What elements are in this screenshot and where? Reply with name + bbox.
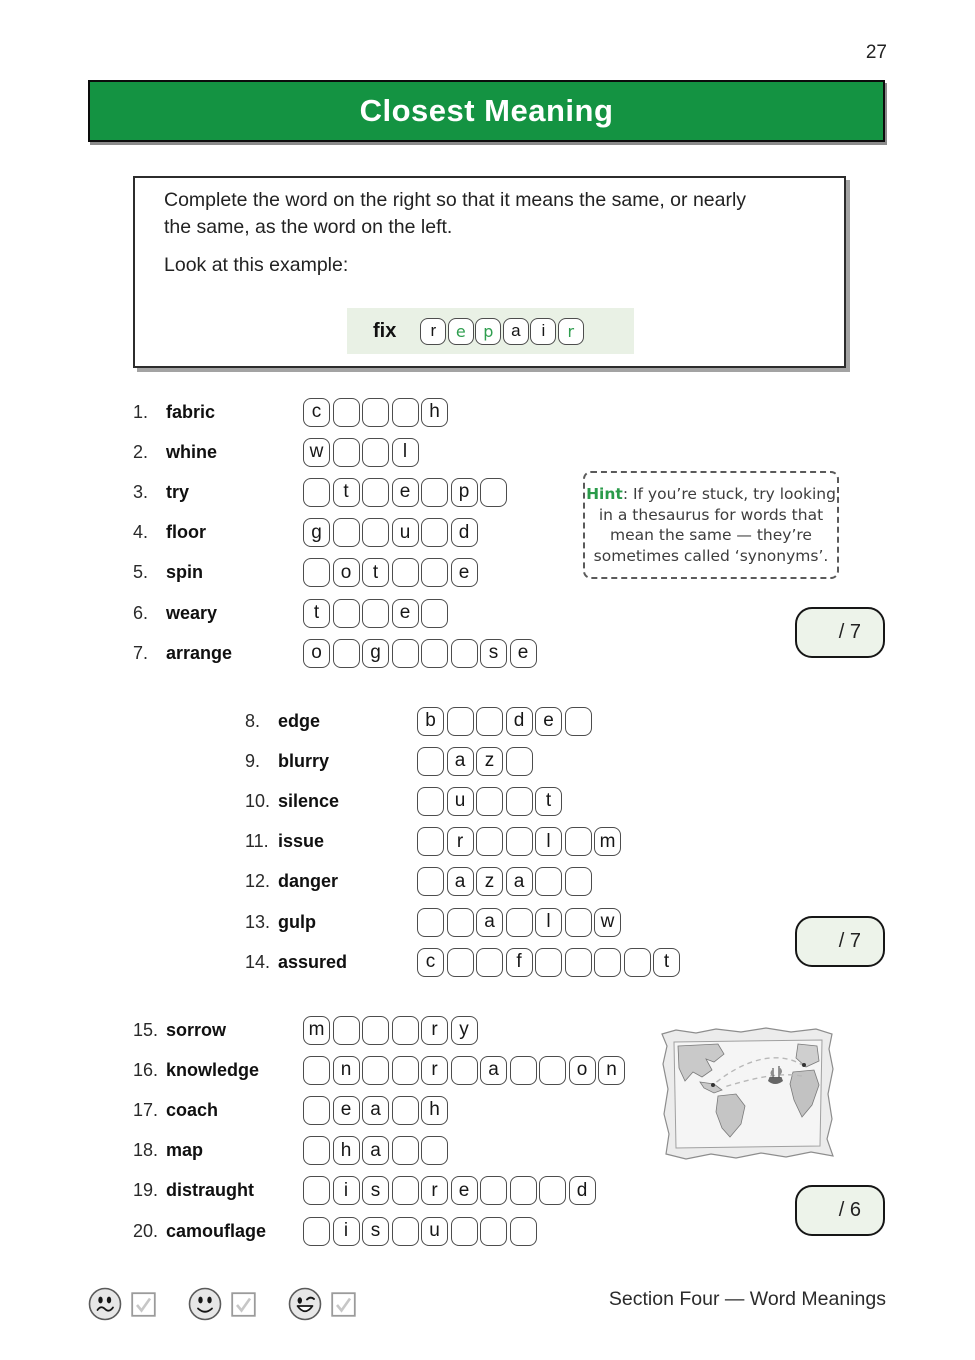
example-letter-printed: a: [503, 318, 529, 345]
section-footer: Section Four — Word Meanings: [608, 1288, 886, 1310]
self-assessment-checkbox[interactable]: [231, 1292, 256, 1322]
question-row: [133, 472, 470, 512]
letter-box-empty[interactable]: [303, 1096, 330, 1125]
letter-box-prefilled: a: [362, 1136, 389, 1165]
letter-box-empty[interactable]: [362, 599, 389, 628]
example-strip: [347, 308, 634, 354]
answer-boxes: [303, 1096, 451, 1125]
letter-box-empty[interactable]: [447, 707, 474, 736]
answer-boxes: [417, 867, 594, 896]
answer-boxes: [303, 639, 539, 668]
letter-box-empty[interactable]: [333, 1016, 360, 1045]
letter-box-empty[interactable]: [333, 639, 360, 668]
letter-box-empty[interactable]: [535, 867, 562, 896]
letter-box-prefilled: r: [421, 1016, 448, 1045]
hint-box: [583, 471, 839, 579]
letter-box-empty[interactable]: [333, 438, 360, 467]
letter-box-prefilled: y: [451, 1016, 478, 1045]
letter-box-prefilled: h: [421, 1096, 448, 1125]
letter-box-empty[interactable]: [417, 867, 444, 896]
self-assessment-checkbox[interactable]: [331, 1292, 356, 1322]
letter-box-prefilled: e: [510, 639, 537, 668]
letter-box-empty[interactable]: [421, 478, 448, 507]
letter-box-empty[interactable]: [392, 1176, 419, 1205]
question-row: [245, 701, 554, 741]
prompt-word: spin: [166, 562, 204, 583]
letter-box-empty[interactable]: [392, 639, 419, 668]
example-letter-printed: r: [420, 318, 446, 345]
letter-box-empty[interactable]: [421, 599, 448, 628]
letter-box-prefilled: o: [303, 639, 330, 668]
question-number: 15.: [133, 1019, 159, 1040]
question-row: [133, 432, 408, 472]
letter-box-prefilled: e: [392, 478, 419, 507]
questions-8-14: [245, 701, 670, 982]
world-map-illustration: [656, 1024, 840, 1169]
letter-box-empty[interactable]: [392, 558, 419, 587]
question-row: [133, 1090, 440, 1130]
letter-box-empty[interactable]: [362, 518, 389, 547]
question-row: [133, 553, 470, 593]
letter-box-prefilled: u: [421, 1217, 448, 1246]
letter-box-empty[interactable]: [451, 1056, 478, 1085]
letter-box-empty[interactable]: [362, 1056, 389, 1085]
question-row: [133, 392, 440, 432]
prompt-word: blurry: [278, 750, 330, 771]
answer-boxes: [303, 1136, 451, 1165]
question-number: 19.: [133, 1180, 159, 1201]
letter-box-prefilled: c: [417, 948, 444, 977]
answer-boxes: [417, 747, 535, 776]
letter-box-empty[interactable]: [333, 599, 360, 628]
answer-boxes: [303, 1016, 480, 1045]
hint-line: in a thesaurus for words that: [598, 505, 824, 524]
letter-box-prefilled: t: [362, 558, 389, 587]
letter-box-empty[interactable]: [421, 558, 448, 587]
question-row: [133, 1171, 588, 1211]
letter-box-prefilled: t: [535, 787, 562, 816]
letter-box-empty[interactable]: [510, 1176, 537, 1205]
prompt-word: knowledge: [166, 1059, 260, 1080]
letter-box-empty[interactable]: [506, 827, 533, 856]
question-row: [245, 942, 670, 982]
worried-face-icon: [88, 1287, 122, 1326]
prompt-word: distraught: [166, 1180, 254, 1201]
question-row: [245, 822, 616, 862]
letter-box-empty[interactable]: [451, 639, 478, 668]
question-row: [133, 1010, 469, 1050]
letter-box-prefilled: h: [333, 1136, 360, 1165]
letter-box-empty[interactable]: [510, 1217, 537, 1246]
question-row: [133, 633, 529, 673]
hint-line: sometimes called ‘synonyms’.: [593, 546, 829, 565]
letter-box-prefilled: l: [392, 438, 419, 467]
letter-box-prefilled: e: [333, 1096, 360, 1125]
letter-box-empty[interactable]: [362, 438, 389, 467]
letter-box-empty[interactable]: [333, 398, 360, 427]
letter-box-prefilled: e: [451, 558, 478, 587]
prompt-word: try: [166, 481, 190, 502]
letter-box-prefilled: f: [506, 948, 533, 977]
letter-box-prefilled: u: [447, 787, 474, 816]
letter-box-empty[interactable]: [362, 478, 389, 507]
prompt-word: edge: [278, 710, 321, 731]
example-word: fix: [373, 319, 397, 342]
letter-box-empty[interactable]: [480, 1217, 507, 1246]
question-number: 9.: [245, 750, 261, 771]
letter-box-prefilled: p: [451, 478, 478, 507]
letter-box-empty[interactable]: [624, 948, 651, 977]
answer-boxes: [303, 1176, 598, 1205]
example-letter-handwritten: r: [558, 318, 584, 345]
letter-box-prefilled: d: [451, 518, 478, 547]
letter-box-prefilled: d: [569, 1176, 596, 1205]
letter-box-prefilled: b: [417, 707, 444, 736]
prompt-word: whine: [166, 441, 218, 462]
answer-boxes: [303, 398, 451, 427]
question-number: 6.: [133, 602, 149, 623]
letter-box-prefilled: z: [476, 747, 503, 776]
letter-box-empty[interactable]: [392, 398, 419, 427]
letter-box-prefilled: s: [362, 1176, 389, 1205]
answer-boxes: [417, 908, 624, 937]
prompt-word: danger: [278, 871, 339, 892]
letter-box-empty[interactable]: [362, 398, 389, 427]
letter-box-empty[interactable]: [476, 948, 503, 977]
letter-box-prefilled: m: [303, 1016, 330, 1045]
answer-boxes: [303, 558, 480, 587]
letter-box-prefilled: t: [653, 948, 680, 977]
prompt-word: gulp: [278, 911, 316, 932]
example-letter-printed: i: [530, 318, 556, 345]
letter-box-prefilled: a: [447, 867, 474, 896]
question-row: [133, 1050, 617, 1090]
question-number: 1.: [133, 401, 149, 422]
instruction-text: Complete the word on the right so that it means the same, or nearly the same, as the word on the left.: [164, 189, 747, 238]
letter-box-prefilled: g: [303, 518, 330, 547]
letter-box-empty[interactable]: [447, 948, 474, 977]
letter-box-empty[interactable]: [392, 1217, 419, 1246]
letter-box-empty[interactable]: [506, 747, 533, 776]
letter-box-prefilled: c: [303, 398, 330, 427]
letter-box-empty[interactable]: [421, 639, 448, 668]
answer-boxes: [303, 599, 451, 628]
letter-box-prefilled: w: [594, 908, 621, 937]
question-number: 4.: [133, 522, 149, 543]
letter-box-empty[interactable]: [417, 908, 444, 937]
letter-box-prefilled: e: [392, 599, 419, 628]
letter-box-empty[interactable]: [333, 518, 360, 547]
prompt-word: map: [166, 1140, 204, 1161]
letter-box-empty[interactable]: [565, 908, 592, 937]
letter-box-empty[interactable]: [421, 1136, 448, 1165]
letter-box-empty[interactable]: [510, 1056, 537, 1085]
answer-boxes: [417, 948, 683, 977]
letter-box-empty[interactable]: [303, 478, 330, 507]
self-assessment-checkbox[interactable]: [131, 1292, 156, 1322]
letter-box-empty[interactable]: [392, 1016, 419, 1045]
questions-1-7: [133, 392, 529, 673]
question-number: 17.: [133, 1099, 159, 1120]
question-row: [133, 593, 411, 633]
question-number: 12.: [245, 871, 271, 892]
letter-box-prefilled: r: [447, 827, 474, 856]
prompt-word: sorrow: [166, 1019, 227, 1040]
prompt-word: fabric: [166, 401, 216, 422]
letter-box-prefilled: w: [303, 438, 330, 467]
letter-box-empty[interactable]: [506, 908, 533, 937]
letter-box-prefilled: a: [362, 1096, 389, 1125]
letter-box-empty[interactable]: [565, 867, 592, 896]
question-number: 7.: [133, 642, 149, 663]
prompt-word: camouflage: [166, 1220, 267, 1241]
prompt-word: assured: [278, 951, 348, 972]
answer-boxes: [417, 827, 624, 856]
example-answer-boxes: [420, 318, 585, 345]
neutral-face-icon: [188, 1287, 222, 1326]
hint-label: Hint: [586, 485, 623, 503]
score-box-1[interactable]: / 7: [795, 607, 885, 658]
letter-box-prefilled: s: [362, 1217, 389, 1246]
letter-box-prefilled: h: [421, 398, 448, 427]
letter-box-prefilled: z: [476, 867, 503, 896]
example-letter-handwritten: p: [475, 318, 501, 345]
example-letter-handwritten: e: [448, 318, 474, 345]
question-number: 13.: [245, 911, 271, 932]
letter-box-empty[interactable]: [480, 1176, 507, 1205]
letter-box-empty[interactable]: [476, 787, 503, 816]
letter-box-empty[interactable]: [417, 827, 444, 856]
letter-box-prefilled: a: [506, 867, 533, 896]
letter-box-prefilled: t: [333, 478, 360, 507]
prompt-word: coach: [166, 1099, 219, 1120]
letter-box-empty[interactable]: [565, 948, 592, 977]
letter-box-prefilled: a: [476, 908, 503, 937]
letter-box-empty[interactable]: [417, 787, 444, 816]
score-box-3[interactable]: / 6: [795, 1185, 885, 1236]
answer-boxes: [417, 707, 594, 736]
question-row: [245, 862, 525, 902]
page-title: Closest Meaning: [359, 93, 614, 128]
letter-box-empty[interactable]: [539, 1056, 566, 1085]
letter-box-prefilled: n: [333, 1056, 360, 1085]
page-number: 27: [865, 42, 887, 63]
prompt-word: floor: [166, 522, 206, 543]
letter-box-prefilled: r: [421, 1056, 448, 1085]
prompt-word: arrange: [166, 642, 233, 663]
question-number: 2.: [133, 441, 149, 462]
letter-box-prefilled: o: [569, 1056, 596, 1085]
prompt-word: weary: [166, 602, 218, 623]
winking-face-icon: [288, 1287, 322, 1326]
example-intro: Look at this example:: [164, 254, 349, 276]
letter-box-empty[interactable]: [539, 1176, 566, 1205]
prompt-word: silence: [278, 790, 340, 811]
instruction-box: [133, 176, 846, 368]
question-row: [133, 513, 470, 553]
question-number: 14.: [245, 951, 271, 972]
letter-box-empty[interactable]: [392, 1096, 419, 1125]
letter-box-prefilled: r: [421, 1176, 448, 1205]
letter-box-prefilled: o: [333, 558, 360, 587]
question-number: 16.: [133, 1059, 159, 1080]
question-number: 8.: [245, 710, 261, 731]
letter-box-empty[interactable]: [303, 1217, 330, 1246]
question-number: 5.: [133, 562, 149, 583]
answer-boxes: [303, 1217, 539, 1246]
letter-box-prefilled: g: [362, 639, 389, 668]
letter-box-prefilled: a: [480, 1056, 507, 1085]
question-row: [133, 1131, 381, 1171]
question-row: [245, 781, 552, 821]
letter-box-prefilled: a: [447, 747, 474, 776]
letter-box-empty[interactable]: [447, 908, 474, 937]
question-number: 10.: [245, 790, 271, 811]
letter-box-prefilled: u: [392, 518, 419, 547]
letter-box-empty[interactable]: [303, 558, 330, 587]
question-number: 11.: [245, 831, 269, 852]
letter-box-empty[interactable]: [476, 827, 503, 856]
letter-box-prefilled: s: [480, 639, 507, 668]
letter-box-empty[interactable]: [480, 478, 507, 507]
letter-box-empty[interactable]: [303, 1056, 330, 1085]
answer-boxes: [303, 518, 480, 547]
letter-box-prefilled: m: [594, 827, 621, 856]
letter-box-empty[interactable]: [421, 518, 448, 547]
letter-box-empty[interactable]: [535, 948, 562, 977]
letter-box-empty[interactable]: [392, 1056, 419, 1085]
questions-15-20: [133, 1010, 617, 1251]
letter-box-empty[interactable]: [506, 787, 533, 816]
letter-box-prefilled: e: [535, 707, 562, 736]
letter-box-empty[interactable]: [451, 1217, 478, 1246]
letter-box-prefilled: d: [506, 707, 533, 736]
letter-box-empty[interactable]: [303, 1136, 330, 1165]
letter-box-prefilled: n: [598, 1056, 625, 1085]
letter-box-empty[interactable]: [476, 707, 503, 736]
question-number: 18.: [133, 1140, 159, 1161]
letter-box-prefilled: e: [451, 1176, 478, 1205]
question-row: [245, 741, 495, 781]
answer-boxes: [303, 1056, 628, 1085]
letter-box-prefilled: l: [535, 908, 562, 937]
letter-box-empty[interactable]: [565, 827, 592, 856]
score-box-2[interactable]: / 7: [795, 916, 885, 967]
question-row: [245, 902, 615, 942]
hint-line: mean the same — they’re: [610, 526, 812, 544]
letter-box-empty[interactable]: [417, 747, 444, 776]
answer-boxes: [303, 478, 510, 507]
letter-box-prefilled: i: [333, 1217, 360, 1246]
title-banner: [88, 80, 885, 142]
answer-boxes: [303, 438, 421, 467]
prompt-word: issue: [278, 831, 325, 852]
letter-box-empty[interactable]: [565, 707, 592, 736]
letter-box-empty[interactable]: [303, 1176, 330, 1205]
hint-line: Hint: If you’re stuck, try looking: [586, 485, 836, 503]
letter-box-empty[interactable]: [594, 948, 621, 977]
letter-box-prefilled: l: [535, 827, 562, 856]
letter-box-empty[interactable]: [392, 1136, 419, 1165]
letter-box-prefilled: i: [333, 1176, 360, 1205]
question-row: [133, 1211, 440, 1251]
answer-boxes: [417, 787, 565, 816]
question-number: 20.: [133, 1220, 159, 1241]
letter-box-empty[interactable]: [362, 1016, 389, 1045]
question-number: 3.: [133, 481, 149, 502]
letter-box-prefilled: t: [303, 599, 330, 628]
